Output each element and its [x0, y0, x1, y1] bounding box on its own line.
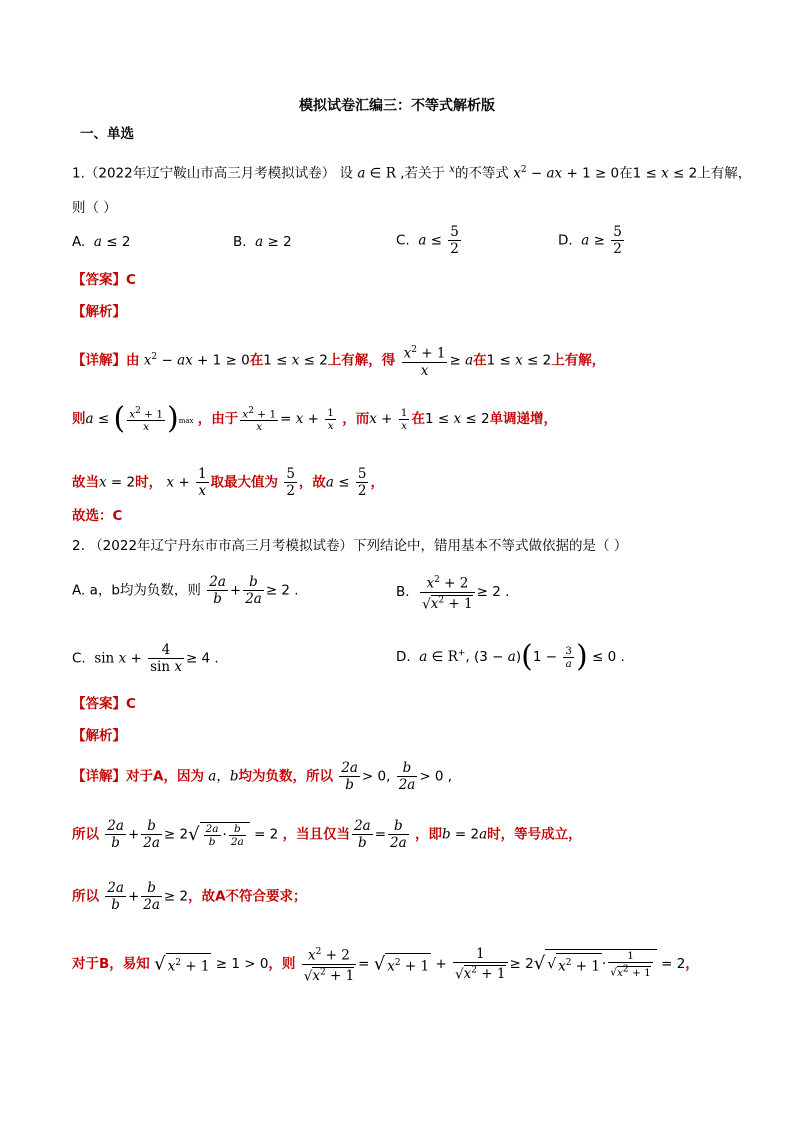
- q1-option-d: D. a ≥ $\frac{5}{2}$: [558, 224, 622, 257]
- q1-final-answer: 故选：C: [72, 508, 123, 524]
- q1-detail-line3: 故当x = 2时， x + $\frac{1}{x}$ 取最大值为 $\frac{5}{2}$ ，故a ≤ $\frac{5}{2}$ ，: [72, 466, 384, 499]
- q1-answer: 【答案】C: [72, 272, 136, 288]
- q1-stem: 1.（2022年辽宁鞍山市高三月考模拟试卷） 设 a ∈ R ,若关于 $^x$的不等式 $x^2$ − ax + 1 ≥ 0在1 ≤ x ≤ 2上有解，: [72, 164, 752, 182]
- q2-analysis-label: 【解析】: [72, 728, 126, 744]
- q2-stem: 2. （2022年辽宁丹东市市高三月考模拟试卷）下列结论中，错用基本不等式做依据的是（ ）: [72, 538, 628, 554]
- q2-detail-line2: 所以 $\frac{2a}{b}$ + $\frac{b}{2a}$ ≥ 2√ $\frac{2a}{b}$ · $\frac{b}{2a}$ = 2 ，当且仅当 $\frac{2a}{b}$ = $\frac{b}{2a}$ ，即b = 2a时，等号成立，: [72, 818, 582, 851]
- q2-detail-line4: 对于B，易知 √ $x^2 + 1 \ge 1 > 0$，则 $\frac{x^2 + 2}{√x^2 + 1}$ = √ $x^2 + 1$ + $\frac{1}{√x^2 + 1}$ ≥ 2√ √ $x^2 + 1$ · $\frac{1}{√x^2 + 1}$ = 2，: [72, 945, 699, 984]
- q2-option-d: D. a ∈ R+, (3 − a)(1 − $\frac{3}{a}$ ) ≤ 0 .: [396, 639, 625, 674]
- q1-detail-line2: 则a ≤ ( $\frac{x^2 + 1}{x}$ )max ，由于 $\frac{x^2 + 1}{x}$ = x + $\frac{1}{x}$ ，而x + $\frac{1}{x}$ 在1 ≤ x ≤ 2单调递增，: [72, 401, 558, 436]
- q2-option-c: C. sin x + $\frac{4}{\text{sin x}}$ ≥ 4 .: [72, 642, 219, 675]
- q2-detail-line3: 所以 $\frac{2a}{b}$ + $\frac{b}{2a}$ ≥ 2，故A不符合要求；: [72, 880, 307, 913]
- q1-option-b: B. a ≥ 2: [233, 234, 292, 250]
- q2-answer: 【答案】C: [72, 696, 136, 712]
- q2-option-b: B. $\frac{x^2 + 2}{√x^2 + 1}$ ≥ 2 .: [396, 572, 509, 612]
- q1-option-c: C. a ≤ $\frac{5}{2}$: [396, 224, 459, 257]
- q2-detail-line1: 【详解】对于A，因为 a，b均为负数，所以 $\frac{2a}{b}$ > 0, $\frac{b}{2a}$ > 0 ,: [72, 760, 453, 793]
- q1-stem-line2: 则（ ）: [72, 200, 117, 216]
- q1-analysis-label: 【解析】: [72, 304, 126, 320]
- q1-prefix: 1.（2022年辽宁鞍山市高三月考模拟试卷） 设: [72, 165, 354, 182]
- q1-option-a: A. a ≤ 2: [72, 234, 131, 250]
- q1-detail-line1: 【详解】由 $x^2$ − ax + 1 ≥ 0在1 ≤ x ≤ 2上有解，得 $\frac{x^2 + 1}{x}$ ≥ a在1 ≤ x ≤ 2上有解，: [72, 342, 605, 379]
- q2-option-a: A. a，b均为负数，则 $\frac{2a}{b}$ + $\frac{b}{2a}$ ≥ 2 .: [72, 574, 299, 607]
- page-title: 模拟试卷汇编三：不等式解析版: [299, 98, 495, 114]
- section-heading: 一、单选: [80, 126, 134, 142]
